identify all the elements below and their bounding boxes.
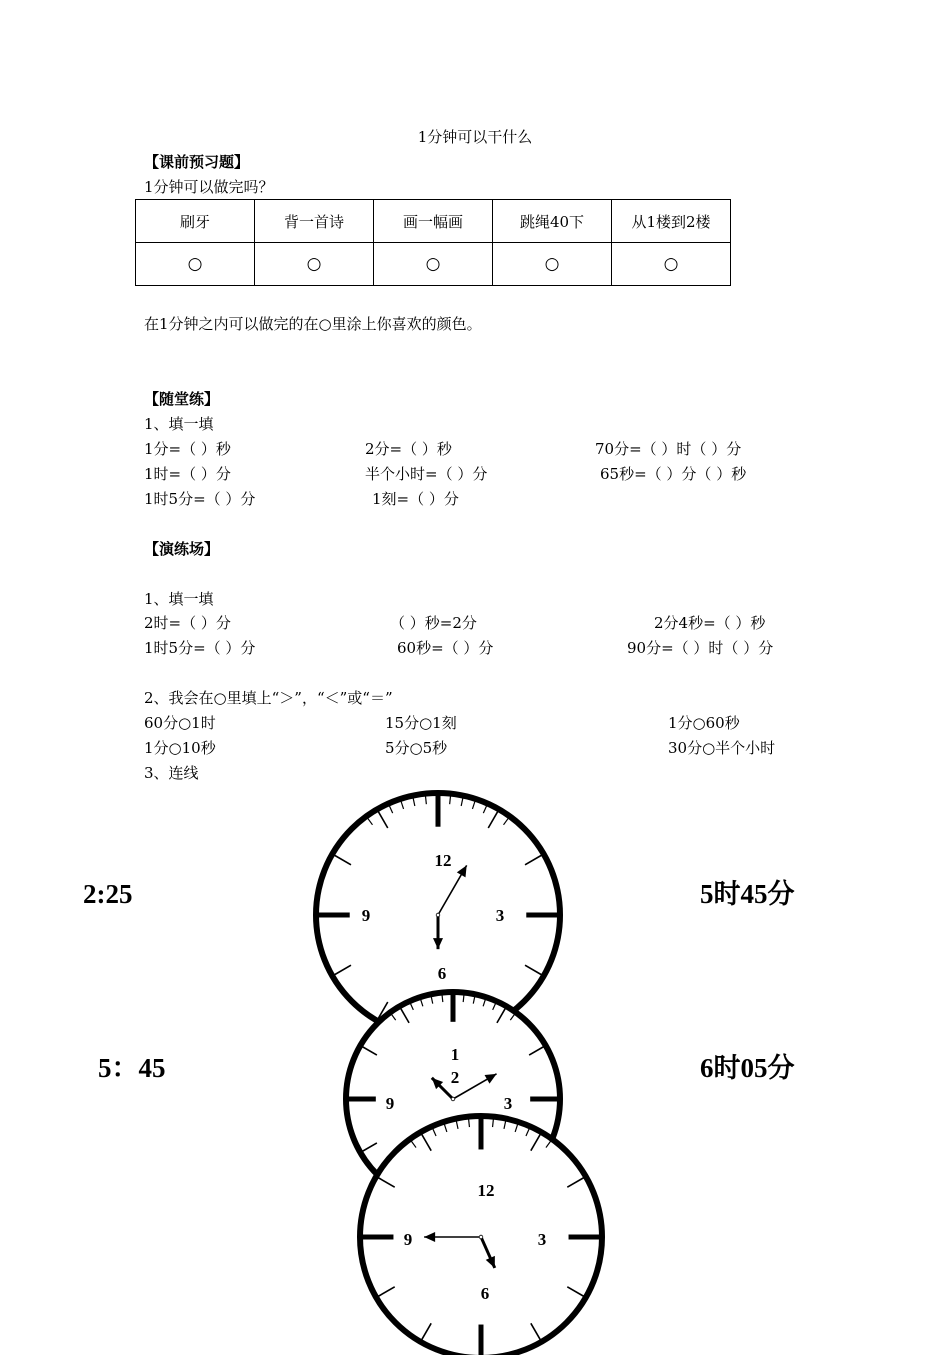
compare-item: 5分○5秒 bbox=[385, 739, 448, 757]
preview-instruction: 在1分钟之内可以做完的在○里涂上你喜欢的颜色。 bbox=[144, 315, 482, 333]
activity-cell: 从1楼到2楼 bbox=[612, 200, 731, 243]
color-circle[interactable]: ○ bbox=[255, 243, 374, 286]
clock-number-3: 3 bbox=[495, 906, 505, 925]
drill-item: （ ）秒=2分 bbox=[390, 614, 477, 632]
compare-item: 30分○半个小时 bbox=[668, 739, 776, 757]
drill-fill-heading: 1、填一填 bbox=[144, 590, 214, 608]
compare-item: 1分○60秒 bbox=[668, 714, 740, 732]
practice-item: 半个小时=（ ）分 bbox=[365, 465, 488, 483]
color-circle[interactable]: ○ bbox=[493, 243, 612, 286]
preview-heading: 【课前预习题】 bbox=[144, 153, 250, 171]
activity-cell: 背一首诗 bbox=[255, 200, 374, 243]
minor-tick bbox=[463, 995, 464, 1002]
clock-number-9: 9 bbox=[403, 1230, 413, 1249]
practice-item: 70分=（ ）时（ ）分 bbox=[595, 440, 742, 458]
clock-number-1: 1 bbox=[450, 1045, 460, 1064]
activity-table bbox=[135, 199, 731, 286]
compare-item: 1分○10秒 bbox=[144, 739, 216, 757]
color-circle[interactable]: ○ bbox=[136, 243, 255, 286]
practice-item: 1分=（ ）秒 bbox=[144, 440, 231, 458]
drill-item: 60秒=（ ）分 bbox=[397, 639, 494, 657]
practice-item: 2分=（ ）秒 bbox=[365, 440, 452, 458]
practice-item: 1刻=（ ）分 bbox=[372, 490, 459, 508]
clock-3[interactable] bbox=[354, 1125, 610, 1355]
practice-item: 1时=（ ）分 bbox=[144, 465, 231, 483]
practice-subheading: 1、填一填 bbox=[144, 415, 214, 433]
clock-center bbox=[479, 1235, 483, 1239]
clock-center bbox=[451, 1097, 455, 1101]
time-label-right: 5时45分 bbox=[700, 879, 795, 909]
compare-heading: 2、我会在○里填上“＞”，“＜”或“＝” bbox=[144, 689, 393, 707]
clock-number-6: 6 bbox=[437, 964, 447, 983]
color-circle[interactable]: ○ bbox=[612, 243, 731, 286]
clock-number-12: 12 bbox=[434, 851, 452, 870]
compare-item: 60分○1时 bbox=[144, 714, 216, 732]
clock-center bbox=[436, 913, 440, 917]
practice-item: 1时5分=（ ）分 bbox=[144, 490, 256, 508]
clock-number-3: 3 bbox=[537, 1230, 547, 1249]
drill-item: 2时=（ ）分 bbox=[144, 614, 231, 632]
connect-heading: 3、连线 bbox=[144, 764, 199, 782]
time-label-right: 6时05分 bbox=[700, 1053, 795, 1083]
clock-number-3: 3 bbox=[503, 1094, 513, 1113]
drill-item: 1时5分=（ ）分 bbox=[144, 639, 256, 657]
clock-number-2: 2 bbox=[450, 1068, 460, 1087]
compare-item: 15分○1刻 bbox=[385, 714, 457, 732]
drill-item: 90分=（ ）时（ ）分 bbox=[627, 639, 774, 657]
activity-cell: 跳绳40下 bbox=[493, 200, 612, 243]
time-label-left: 5：45 bbox=[98, 1053, 166, 1083]
clock-number-9: 9 bbox=[361, 906, 371, 925]
activity-cell: 刷牙 bbox=[136, 200, 255, 243]
minor-tick bbox=[442, 995, 443, 1002]
page-title: 1分钟可以干什么 bbox=[417, 128, 533, 146]
clock-number-12: 12 bbox=[477, 1181, 495, 1200]
time-label-left: 2:25 bbox=[83, 879, 133, 909]
preview-question: 1分钟可以做完吗？ bbox=[144, 178, 274, 196]
clock-number-6: 6 bbox=[480, 1284, 490, 1303]
drill-heading: 【演练场】 bbox=[144, 540, 220, 558]
practice-heading: 【随堂练】 bbox=[144, 390, 220, 408]
clock-number-9: 9 bbox=[385, 1094, 395, 1113]
practice-item: 65秒=（ ）分（ ）秒 bbox=[600, 465, 747, 483]
color-circle[interactable]: ○ bbox=[374, 243, 493, 286]
drill-item: 2分4秒=（ ）秒 bbox=[654, 614, 766, 632]
activity-cell: 画一幅画 bbox=[374, 200, 493, 243]
